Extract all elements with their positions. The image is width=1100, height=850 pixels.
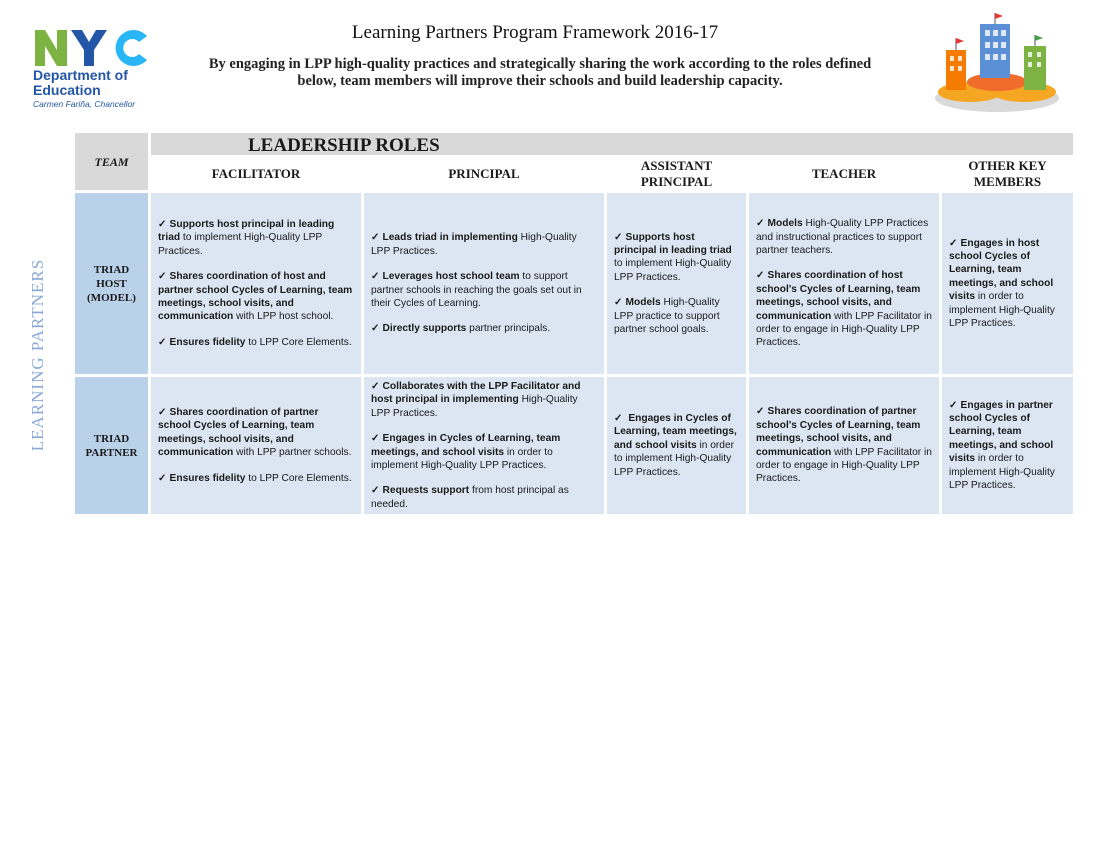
role-bullet [614,412,739,479]
role-bullet-emphasis: Engages in partner school Cycles of Learning, team meetings, and school visits [949,399,1054,465]
role-bullet-text: with LPP partner schools. [233,447,352,459]
role-bullet-emphasis: Supports host principal in leading triad [614,231,732,256]
checkmark-icon: ✓ [371,485,380,497]
checkmark-icon: ✓ [756,406,765,418]
cell-host-other-key-members [942,193,1073,374]
role-bullet-emphasis: Shares coordination of host school's Cycles of Learning, team meetings, school visits, and communication [756,270,921,322]
role-bullet-emphasis: Engages in Cycles of Learning, team meetings, and school visits [614,412,737,451]
role-bullet [614,231,739,285]
checkmark-icon: ✓ [158,218,167,230]
role-bullet-text: with LPP host school. [233,311,334,323]
role-bullet-text: from host principal as needed. [371,485,569,510]
checkmark-icon: ✓ [158,472,167,484]
checkmark-icon: ✓ [371,380,380,392]
cell-partner-facilitator [151,377,361,514]
role-bullet [949,237,1066,331]
column-header-teacher: TEACHER [749,157,939,190]
role-bullet [756,269,932,349]
role-bullet-emphasis: Ensures fidelity [169,336,246,348]
role-bullet [371,322,597,335]
role-bullet [614,296,739,336]
cell-host-facilitator [151,193,361,374]
team-header: TEAM [75,133,148,190]
role-bullet-emphasis: Supports host principal in leading triad [158,218,335,244]
role-bullet-text: High-Quality LPP practice to support partner school goals. [614,297,720,336]
checkmark-icon: ✓ [158,406,167,418]
role-bullet-text: in order to implement High-Quality LPP Practices. [949,291,1055,330]
role-bullet-emphasis: Models [625,297,661,309]
role-bullet [158,406,354,460]
role-bullet-text: High-Quality LPP Practices. [371,232,577,257]
leadership-roles-header: LEADERSHIP ROLES [151,133,1073,155]
role-bullet-emphasis: Engages in host school Cycles of Learning, team meetings, and school visits [949,237,1054,303]
role-bullet [371,484,597,511]
role-bullet [158,270,354,324]
role-bullet-emphasis: Shares coordination of partner school Cycles of Learning, team meetings, school visits, and communication [158,406,319,459]
logo-education-line: Education [33,82,101,98]
column-header-other-key-members: OTHER KEY MEMBERS [942,157,1073,190]
role-bullet-text: partner principals. [466,323,551,335]
role-bullet-emphasis: Requests support [382,485,470,497]
role-bullet-emphasis: Engages in Cycles of Learning, team meetings, and school visits [371,433,561,458]
role-bullet-text: to implement High-Quality LPP Practices. [158,232,323,257]
cell-partner-other-key-members [942,377,1073,514]
checkmark-icon: ✓ [371,232,380,244]
role-bullet-text: to LPP Core Elements. [245,336,352,348]
cell-partner-principal [364,377,604,514]
role-bullet [756,405,932,485]
role-bullet-text: to support partner schools in reaching the goals set out in their Cycles of Learning. [371,271,582,309]
row-header-triad-host: TRIAD HOST (MODEL) [75,193,148,374]
checkmark-icon: ✓ [158,271,167,283]
cell-host-teacher [749,193,939,374]
cell-partner-assistant-principal [607,377,746,514]
checkmark-icon: ✓ [158,336,167,348]
cell-host-assistant-principal [607,193,746,374]
role-bullet-text: with LPP Facilitator in order to engage in High-Quality LPP Practices. [756,446,932,485]
role-bullet-text: High-Quality LPP Practices and instructional practices to support partner teachers. [756,218,929,256]
role-bullet-emphasis: Shares coordination of partner school's Cycles of Learning, team meetings, school visits, and communication [756,406,921,458]
role-bullet-text: with LPP Facilitator in order to engage in High-Quality LPP Practices. [756,310,932,349]
checkmark-icon: ✓ [756,270,765,282]
checkmark-icon: ✓ [949,399,958,411]
role-bullet [158,472,354,485]
row-header-triad-partner: TRIAD PARTNER [75,377,148,514]
role-bullet-text: in order to implement High-Quality LPP Practices. [371,446,553,471]
checkmark-icon: ✓ [371,271,380,283]
role-bullet-emphasis: Shares coordination of host and partner school Cycles of Learning, team meetings, school visits, and communication [158,271,353,323]
role-bullet-text: to implement High-Quality LPP Practices. [614,258,732,283]
logo-chancellor: Carmen Fariña, Chancellor [33,99,136,109]
role-bullet [158,218,354,258]
role-bullet-emphasis: Leads triad in implementing [382,232,518,244]
checkmark-icon: ✓ [371,323,380,335]
role-bullet-emphasis: Collaborates with the LPP Facilitator and host principal in implementing [371,380,581,406]
role-bullet-emphasis: Leverages host school team [382,271,520,283]
role-bullet [371,270,597,310]
role-bullet-emphasis: Directly supports [382,323,467,335]
cell-partner-teacher [749,377,939,514]
checkmark-icon: ✓ [371,433,380,445]
checkmark-icon: ✓ [614,412,623,424]
checkmark-icon: ✓ [756,218,765,230]
role-bullet [949,399,1066,493]
city-buildings-illustration [932,10,1062,115]
role-bullet-text: to LPP Core Elements. [245,472,352,484]
column-header-assistant-principal: ASSISTANT PRINCIPAL [607,157,746,190]
role-bullet [371,432,597,472]
role-bullet [371,231,597,258]
page-title: Learning Partners Program Framework 2016-17 [351,22,719,43]
role-bullet [158,336,354,349]
column-header-principal: PRINCIPAL [364,157,604,190]
checkmark-icon: ✓ [614,297,623,309]
side-label-text: LEARNING PARTNERS [28,258,47,452]
role-bullet-text: High-Quality LPP Practices. [371,394,578,419]
page-subtitle: By engaging in LPP high-quality practices and strategically sharing the work according to the roles defined below, team members will improve their schools and build leadership capacity. [208,56,872,89]
role-bullet [756,217,932,257]
role-bullet-emphasis: Models [767,218,803,230]
cell-host-principal [364,193,604,374]
role-bullet-text: in order to implement High-Quality LPP Practices. [949,453,1055,492]
checkmark-icon: ✓ [614,231,623,243]
column-header-facilitator: FACILITATOR [151,157,361,190]
logo-department-line: Department of [33,67,128,83]
role-bullet-text: in order to implement High-Quality LPP Practices. [614,439,735,478]
role-bullet [371,380,597,420]
role-bullet-emphasis: Ensures fidelity [169,472,246,484]
checkmark-icon: ✓ [949,237,958,249]
